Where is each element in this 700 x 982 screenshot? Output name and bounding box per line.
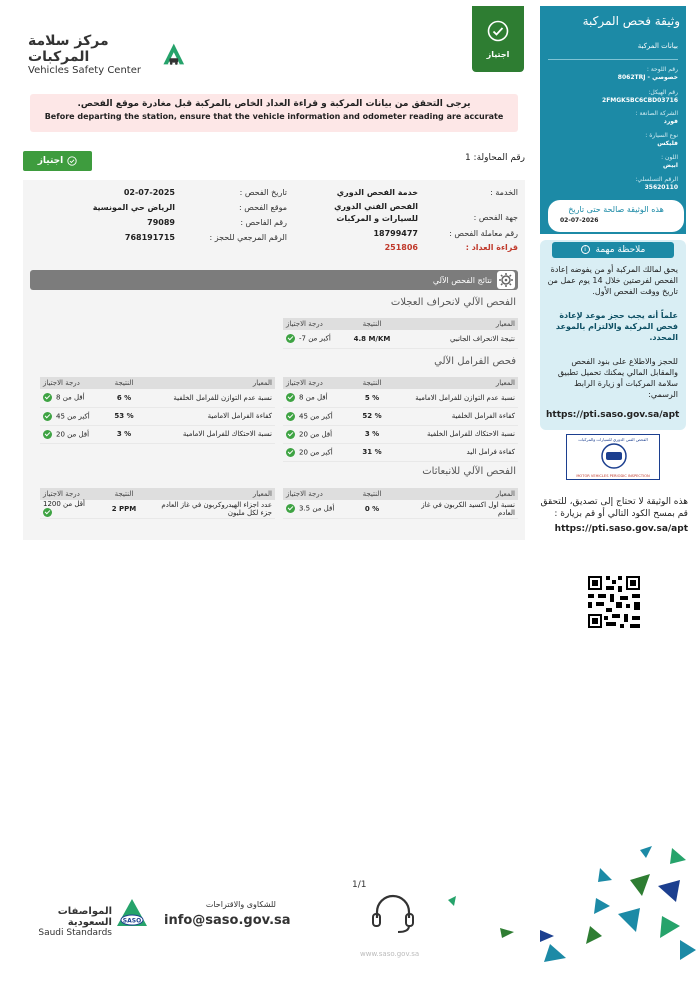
brake-table-right xyxy=(283,377,518,462)
model-value: فليكس xyxy=(657,140,678,147)
note-title: ملاحظة مهمة xyxy=(595,245,646,255)
note-paragraph-1: يحق لمالك المركبة أو من يفوضه إعادة الفحص لفرصتين خلال 14 يوم عمل من تاريخ ووقت الفحص الأول. xyxy=(547,265,678,296)
check-circle-icon xyxy=(286,448,295,457)
result-cell: 52 % xyxy=(338,407,406,425)
saso-emblem-icon xyxy=(114,896,150,932)
col-grade: درجة الاجتياز xyxy=(286,379,323,387)
check-circle-icon xyxy=(286,504,295,513)
brake-section-title: فحص الفرامل الآلي xyxy=(434,356,516,367)
maker-value: فورد xyxy=(663,118,678,125)
date-label: تاريخ الفحص : xyxy=(239,188,287,197)
results-bar-title: نتائج الفحص الآلي xyxy=(432,275,492,285)
attempt-number: رقم المحاولة: 1 xyxy=(464,153,525,163)
serial-value: 35620110 xyxy=(644,184,678,191)
criterion-cell: نسبة عدم التوازن للفرامل الامامية xyxy=(406,389,518,407)
table-row xyxy=(40,407,275,425)
divider xyxy=(548,59,678,60)
saso-logo xyxy=(30,898,148,938)
col-result: النتيجة xyxy=(114,379,134,387)
results-bar xyxy=(30,270,518,290)
col-criterion: المعيار xyxy=(495,320,515,328)
check-circle-icon xyxy=(286,393,295,402)
table-row xyxy=(283,407,518,425)
logo-english: Vehicles Safety Center xyxy=(28,64,141,76)
grade-cell xyxy=(283,443,338,461)
color-value: ابيض xyxy=(663,162,678,169)
grade-text: أكبر من 20 xyxy=(299,448,333,456)
plate-value: خصوصي - 8062TRJ xyxy=(617,74,678,81)
warning-arabic: يرجى التحقق من بيانات المركبة و قراءة العداد الخاص بالمركبة قبل مغادرة موقع الفحص. xyxy=(77,99,471,109)
col-criterion: المعيار xyxy=(495,490,515,498)
grade-text: أقل من 8 xyxy=(299,393,328,402)
contact-email[interactable]: info@saso.gov.sa xyxy=(164,913,291,928)
vsc-logo xyxy=(28,32,188,76)
grade-text: أكبر من 45 xyxy=(56,412,90,420)
col-result: النتيجة xyxy=(362,320,382,328)
inspector-value: 79089 xyxy=(147,218,175,227)
table-row xyxy=(283,389,518,407)
txn-value: 18799477 xyxy=(373,229,418,238)
criterion-cell: كفاءة الفرامل الخلفية xyxy=(406,407,518,425)
wheel-section-title: الفحص الآلي لانحراف العجلات xyxy=(390,297,516,308)
result-cell: 0 % xyxy=(338,500,406,518)
grade-cell xyxy=(40,389,95,407)
table-row xyxy=(283,330,518,348)
criterion-cell: عدد اجزاء الهيدروكربون في غاز العادم جزء لكل مليون xyxy=(153,500,275,518)
odometer-label: قراءة العداد : xyxy=(465,243,518,252)
col-criterion: المعيار xyxy=(252,490,272,498)
criterion-cell: نسبة اول اكسيد الكربون في غاز العادم xyxy=(406,500,518,518)
validity-text: هذه الوثيقة صالحة حتى تاريخ xyxy=(568,205,664,214)
check-circle-icon xyxy=(286,412,295,421)
col-grade: درجة الاجتياز xyxy=(286,320,323,328)
emission-table-right xyxy=(283,488,518,519)
note-header xyxy=(552,242,674,258)
col-criterion: المعيار xyxy=(495,379,515,387)
verify-text: هذه الوثيقة لا تحتاج إلى تصديق، للتحقق قم بمسح الكود التالي أو قم بزيارة : xyxy=(540,497,688,519)
criterion-cell: كفاءة الفرامل الامامية xyxy=(153,407,275,425)
stamp-text-arabic: الفحص الفني الدوري للسيارات والمركبات xyxy=(578,437,648,442)
car-stamp-icon xyxy=(567,442,661,470)
col-result: النتيجة xyxy=(362,490,382,498)
check-circle-icon xyxy=(487,20,509,42)
warning-banner xyxy=(30,94,518,132)
grade-cell xyxy=(283,389,338,407)
body-label: جهة الفحص : xyxy=(473,213,518,222)
table-row xyxy=(40,389,275,407)
check-circle-icon xyxy=(43,430,52,439)
stamp-text-english: MOTOR VEHICLES PERIODIC INSPECTION xyxy=(576,474,650,478)
grade-cell xyxy=(283,330,338,348)
grade-text: أقل من 8 xyxy=(56,393,85,402)
result-cell: 5 % xyxy=(338,389,406,407)
col-grade: درجة الاجتياز xyxy=(43,490,80,498)
gear-icon xyxy=(497,271,515,289)
inspection-stamp xyxy=(566,434,660,480)
info-icon: i xyxy=(581,245,590,254)
warning-english: Before departing the station, ensure that the vehicle information and odometer reading are accurate xyxy=(44,112,504,121)
vehicle-data-subtitle: بيانات المركبة xyxy=(637,42,678,50)
verify-url[interactable]: https://pti.saso.gov.sa/apt xyxy=(554,524,688,534)
pass-badge xyxy=(472,6,524,72)
result-cell: 31 % xyxy=(338,443,406,461)
check-circle-icon xyxy=(43,412,52,421)
table-row xyxy=(283,443,518,461)
color-label: اللون : xyxy=(661,154,678,161)
grade-text: أقل من 3.5 xyxy=(299,504,335,513)
table-row xyxy=(283,425,518,443)
check-circle-small-icon xyxy=(67,156,77,166)
note-url[interactable]: https://pti.saso.gov.sa/apt xyxy=(546,410,680,420)
grade-text: أكبر من 7- xyxy=(299,334,331,343)
service-label: الخدمة : xyxy=(490,188,518,197)
check-circle-icon xyxy=(286,334,295,343)
svg-text:SASO: SASO xyxy=(122,917,142,925)
note-paragraph-2: علماً أنه يجب حجز موعد لإعادة فحص المركبة والالتزام بالموعد المحدد. xyxy=(555,311,678,342)
txn-label: رقم معاملة الفحص : xyxy=(449,229,518,238)
verify-block xyxy=(540,496,688,535)
col-criterion: المعيار xyxy=(252,379,272,387)
table-row xyxy=(40,500,275,518)
col-result: النتيجة xyxy=(114,490,134,498)
col-grade: درجة الاجتياز xyxy=(286,490,323,498)
qr-code-icon[interactable] xyxy=(586,574,642,630)
result-cell: 53 % xyxy=(95,407,153,425)
criterion-cell: نتيجة الانحراف الجانبي xyxy=(406,330,518,348)
odometer-value: 251806 xyxy=(384,243,418,252)
grade-text: أقل من 20 xyxy=(56,430,90,438)
wheel-table xyxy=(283,318,518,349)
criterion-cell: نسبة الاحتكاك للفرامل الخلفية xyxy=(406,425,518,443)
headset-icon xyxy=(368,892,418,936)
chassis-label: رقم الهيكل: xyxy=(648,89,678,96)
grade-cell xyxy=(40,407,95,425)
criterion-cell: نسبة الاحتكاك للفرامل الامامية xyxy=(153,425,275,443)
serial-label: الرقم التسلسلي: xyxy=(635,176,678,183)
col-grade: درجة الاجتياز xyxy=(43,379,80,387)
site-value: الرياض حي المونسية xyxy=(92,203,175,212)
pass-button[interactable] xyxy=(23,151,92,171)
contact-label: للشكاوى والاقتراحات xyxy=(205,900,276,909)
grade-text: أكبر من 45 xyxy=(299,412,333,420)
vsc-emblem-icon xyxy=(160,38,188,70)
grade-text: أقل من 1200 xyxy=(43,500,85,509)
criterion-cell: نسبة عدم التوازن للفرامل الخلفية xyxy=(153,389,275,407)
result-cell: 3 % xyxy=(95,425,153,443)
grade-cell xyxy=(283,500,338,518)
emission-section-title: الفحص الآلي للانبعاثات xyxy=(422,466,516,477)
grade-cell xyxy=(40,425,95,443)
note-paragraph-3: للحجز والاطلاع على بنود الفحص والمقابل المالي يمكنك تحميل تطبيق سلامة المركبات أو زيارة الرابط الرسمي: xyxy=(557,357,678,399)
inspector-label: رقم الفاحص : xyxy=(240,218,287,227)
validity-date: 02-07-2026 xyxy=(560,217,599,224)
criterion-cell: كفاءة فرامل اليد xyxy=(406,443,518,461)
model-label: نوع السيارة : xyxy=(645,132,678,139)
table-row xyxy=(40,425,275,443)
grade-cell xyxy=(283,425,338,443)
saso-english: Saudi Standards xyxy=(38,928,112,938)
plate-label: رقم اللوحة : xyxy=(646,66,678,73)
ref-label: الرقم المرجعي للحجز : xyxy=(209,233,287,242)
result-cell: 3 % xyxy=(338,425,406,443)
chassis-value: 2FMGK5BC6CBD03716 xyxy=(602,97,678,104)
result-cell: 4.8 M/KM xyxy=(338,330,406,348)
grade-text: أقل من 20 xyxy=(299,430,333,438)
result-cell: 2 PPM xyxy=(95,500,153,518)
decorative-triangles-icon xyxy=(440,840,700,980)
saso-arabic: المواصفات السعودية xyxy=(57,906,112,928)
table-row xyxy=(283,500,518,518)
check-circle-icon xyxy=(286,430,295,439)
important-note xyxy=(540,240,686,430)
logo-arabic: مركز سلامة المركبات xyxy=(28,32,109,65)
date-value: 02-07-2025 xyxy=(123,188,175,197)
brake-table-left xyxy=(40,377,275,444)
grade-cell xyxy=(40,500,95,518)
pass-button-label: اجتياز xyxy=(37,156,64,166)
maker-label: الشركة الصانعة : xyxy=(635,110,678,117)
site-label: موقع الفحص : xyxy=(239,203,287,212)
document-title: وثيقة فحص المركبة xyxy=(582,14,680,28)
check-circle-icon xyxy=(43,508,52,517)
page-number: 1/1 xyxy=(352,880,367,890)
result-cell: 6 % xyxy=(95,389,153,407)
pass-badge-label: اجتياز xyxy=(486,50,510,59)
contact-block xyxy=(164,900,291,928)
emission-table-left xyxy=(40,488,275,519)
ref-value: 768191715 xyxy=(124,233,175,242)
check-circle-icon xyxy=(43,393,52,402)
body-value: الفحص الفني الدوري للسيارات و المركبات xyxy=(334,202,418,223)
service-value: خدمة الفحص الدوري xyxy=(336,188,418,197)
grade-cell xyxy=(283,407,338,425)
footer-website: www.saso.gov.sa xyxy=(360,950,420,958)
validity-box xyxy=(548,200,684,232)
col-result: النتيجة xyxy=(362,379,382,387)
